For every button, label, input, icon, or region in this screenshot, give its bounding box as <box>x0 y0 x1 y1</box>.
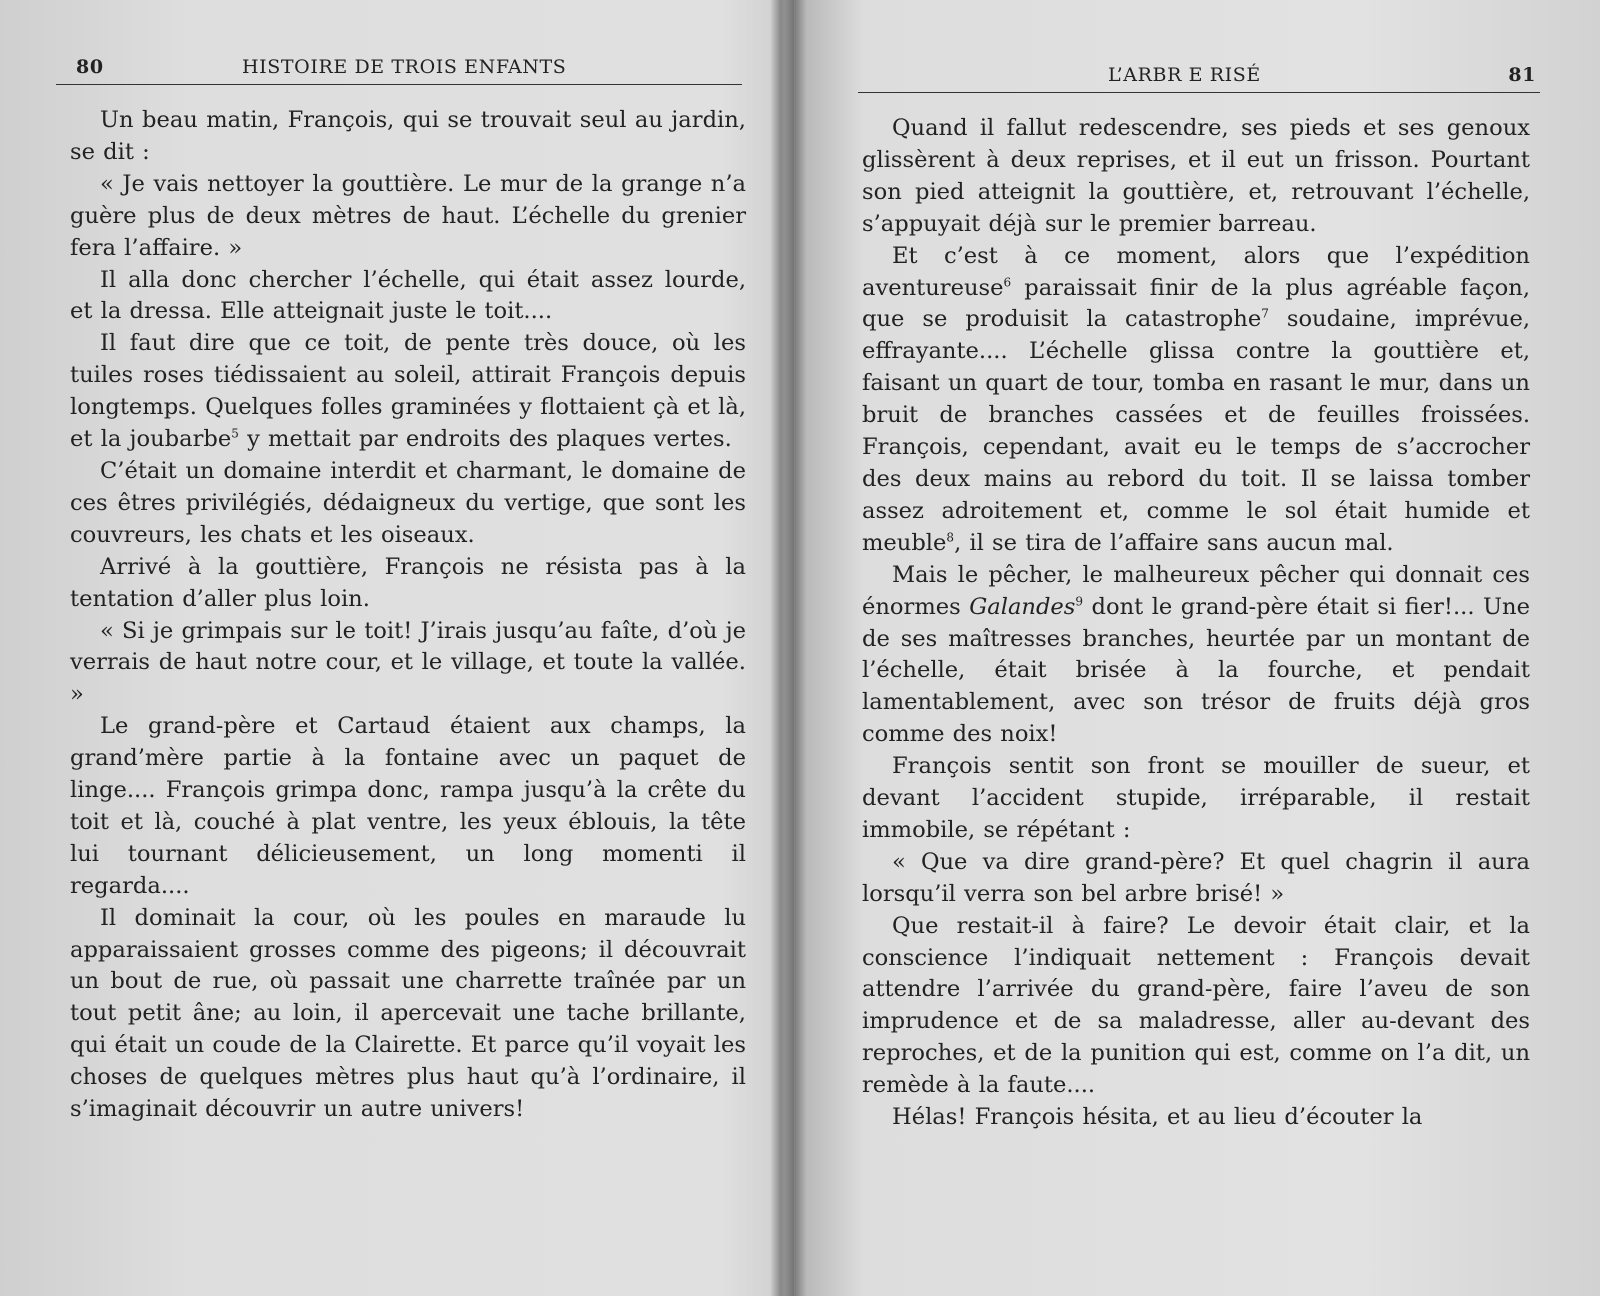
paragraph: « Que va dire grand-père? Et quel chagrin il aura lorsqu’il verra son bel arbre brisé! » <box>862 848 1530 907</box>
paragraph: Il alla donc chercher l’échelle, qui était assez lourde, et la dressa. Elle atteignait juste le toit.... <box>70 266 746 325</box>
right-page-text <box>862 113 1530 1134</box>
paragraph: Un beau matin, François, qui se trouvait seul au jardin, se dit : <box>70 107 746 165</box>
paragraph-text: paraissait finir de la plus agréable façon, que se produisit la catastrophe <box>862 274 1530 333</box>
paragraph <box>70 328 746 456</box>
paragraph: « Je vais nettoyer la gouttière. Le mur de la grange n’a guère plus de deux mètres de haut. L’échelle du grenier fera l’affaire. » <box>70 170 746 261</box>
left-page-text <box>70 105 746 1126</box>
paragraph <box>862 560 1530 751</box>
right-running-head <box>858 64 1540 93</box>
right-running-title: L’ARBR E RISÉ <box>1108 64 1261 86</box>
paragraph: Arrivé à la gouttière, François ne résista pas à la tentation d’aller plus loin. <box>70 553 746 612</box>
right-page-number: 81 <box>1508 64 1536 86</box>
left-running-head <box>56 56 742 85</box>
footnote-ref: 5 <box>231 426 239 441</box>
paragraph: Quand il fallut redescendre, ses pieds et ses genoux glissèrent à deux reprises, et il eut un frisson. Pourtant son pied atteignit la gouttière, et, retrouvant l’échelle, s’appuyait déjà sur le premier barreau. <box>862 115 1530 237</box>
italic-term: Galandes <box>969 593 1076 620</box>
right-page <box>800 0 1600 1296</box>
paragraph: C’était un domaine interdit et charmant, le domaine de ces êtres privilégiés, dédaigneux du vertige, que sont les couvreurs, les chats et les oiseaux. <box>70 457 746 548</box>
paragraph: Hélas! François hésita, et au lieu d’écouter la <box>892 1104 1423 1131</box>
paragraph: « Si je grimpais sur le toit! J’irais jusqu’au faîte, d’où je verrais de haut notre cour, et le village, et toute la vallée. » <box>70 617 746 708</box>
paragraph-text: Mais le pêcher, le malheureux pêcher qui donnait ces énormes <box>862 561 1530 620</box>
footnote-ref: 8 <box>946 530 955 545</box>
paragraph-text: dont le grand-père était si fier!... Une de ses maîtresses branches, heurtée par un montant de l’échelle, était brisée à la fourche, et pendait lamentablement, avec son trésor de fruits déjà gros comme des noix! <box>862 593 1530 748</box>
paragraph: Il dominait la cour, où les poules en maraude lu apparaissaient grosses comme des pigeons; il découvrait un bout de rue, où passait une charrette traînée par un tout petit âne; au loin, il apercevait une tache brillante, qui était un coude de la Clairette. Et parce qu’il voyait les choses de quelques mètres plus haut qu’à l’ordinaire, il s’imaginait découvrir un autre univers! <box>70 904 746 1123</box>
paragraph-text: , il se tira de l’affaire sans aucun mal. <box>954 529 1394 556</box>
paragraph: François sentit son front se mouiller de sueur, et devant l’accident stupide, irréparable, il restait immobile, se répétant : <box>862 753 1530 843</box>
paragraph: Que restait-il à faire? Le devoir était clair, et la conscience l’indiquait nettement : François devait attendre l’arrivée du grand-père, faire l’aveu de son imprudence et de sa maladresse, aller au-devant des reproches, et de la punition qui est, comme on l’a dit, un remède à la faute.... <box>862 912 1530 1099</box>
paragraph: Le grand-père et Cartaud étaient aux champs, la grand’mère partie à la fontaine avec un paquet de linge.... François grimpa donc, rampa jusqu’à la crête du toit et là, couché à plat ventre, les yeux éblouis, la tête lui tournant délicieusement, un long momenti il regarda.... <box>70 713 746 899</box>
paragraph-text: y mettait par endroits des plaques vertes. <box>238 426 732 453</box>
footnote-ref: 7 <box>1261 306 1269 321</box>
left-running-title: HISTOIRE DE TROIS ENFANTS <box>242 56 567 78</box>
paragraph-text: Et c’est à ce moment, alors que l’expédition aventureuse <box>862 242 1530 301</box>
footnote-ref: 6 <box>1003 275 1012 289</box>
left-page-number: 80 <box>76 56 104 78</box>
paragraph <box>862 241 1530 560</box>
footnote-ref: 9 <box>1075 594 1084 609</box>
gutter-shadow <box>770 0 794 1296</box>
paragraph-text: soudaine, imprévue, effrayante.... L’échelle glissa contre la gouttière et, faisant un quart de tour, tomba en rasant le mur, dans un bruit de branches cassées et de feuilles froissées. François, cependant, avait eu le temps de s’accrocher des deux mains au rebord du toit. Il se laissa tomber assez adroitement et, comme le sol était humide et meuble <box>862 306 1531 556</box>
paragraph-text: Il faut dire que ce toit, de pente très douce, où les tuiles roses tiédissaient au soleil, attirait François depuis longtemps. Quelques folles graminées y flottaient çà et là, et la joubarbe <box>70 330 746 453</box>
left-page <box>0 0 780 1296</box>
